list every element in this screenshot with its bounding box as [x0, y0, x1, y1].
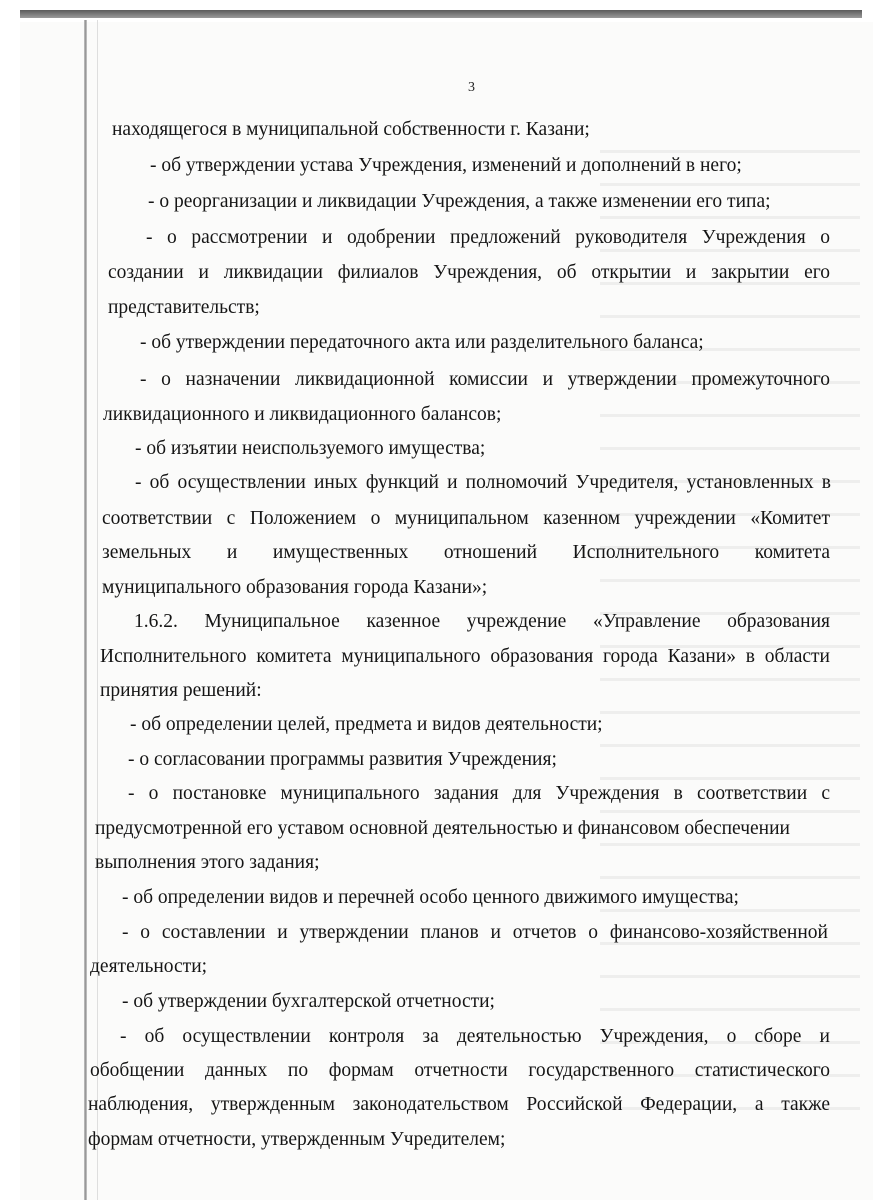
text-line: формам отчетности, утвержденным Учредителем; [88, 1129, 506, 1150]
text-line: обобщении данных по формам отчетности государственного статистического [90, 1060, 830, 1081]
text-line: - об утверждении устава Учреждения, изменений и дополнений в него; [150, 155, 742, 176]
text-line: находящегося в муниципальной собственности г. Казани; [112, 119, 590, 140]
text-line: - об изъятии неиспользуемого имущества; [135, 438, 486, 459]
text-line: предусмотренной его уставом основной деятельностью и финансовом обеспечении [95, 818, 790, 839]
page-number: 3 [468, 80, 475, 95]
text-line: деятельности; [90, 956, 208, 977]
text-line: принятия решений: [100, 680, 262, 701]
text-line: - об осуществлении иных функций и полномочий Учредителя, установленных в [135, 472, 831, 493]
text-line: создании и ликвидации филиалов Учреждения, об открытии и закрытии его [108, 262, 830, 283]
text-line: - об утверждении бухгалтерской отчетности; [122, 991, 495, 1012]
text-line: - об осуществлении контроля за деятельностью Учреждения, о сборе и [120, 1026, 830, 1047]
text-line: - об определении видов и перечней особо ценного движимого имущества; [122, 887, 739, 908]
text-line: земельных и имущественных отношений Исполнительного комитета [102, 542, 830, 563]
binding-shadow [84, 20, 87, 1200]
text-line: 1.6.2. Муниципальное казенное учреждение «Управление образования [134, 611, 830, 632]
text-line: - о составлении и утверждении планов и отчетов о финансово-хозяйственной [122, 922, 828, 943]
text-line: - об утверждении передаточного акта или разделительного баланса; [140, 332, 704, 353]
scan-left-margin [0, 18, 20, 1200]
binding-crease [97, 20, 98, 1200]
text-line: - об определении целей, предмета и видов деятельности; [130, 714, 603, 735]
text-line: выполнения этого задания; [95, 852, 320, 873]
text-line: - о реорганизации и ликвидации Учреждения, а также изменении его типа; [148, 191, 771, 212]
scan-top-edge [20, 10, 862, 18]
text-line: ликвидационного и ликвидационного балансов; [103, 404, 502, 425]
text-line: Исполнительного комитета муниципального образования города Казани» в области [100, 646, 830, 667]
text-line: муниципального образования города Казани»; [102, 577, 488, 598]
text-line: - о рассмотрении и одобрении предложений руководителя Учреждения о [146, 227, 830, 248]
text-line: - о назначении ликвидационной комиссии и утверждении промежуточного [140, 369, 830, 390]
text-line: соответствии с Положением о муниципальном казенном учреждении «Комитет [102, 508, 830, 529]
text-line: - о согласовании программы развития Учреждения; [128, 749, 557, 770]
text-line: - о постановке муниципального задания для Учреждения в соответствии с [128, 783, 830, 804]
text-line: представительств; [108, 297, 260, 318]
text-line: наблюдения, утвержденным законодательством Российской Федерации, а также [88, 1094, 830, 1115]
